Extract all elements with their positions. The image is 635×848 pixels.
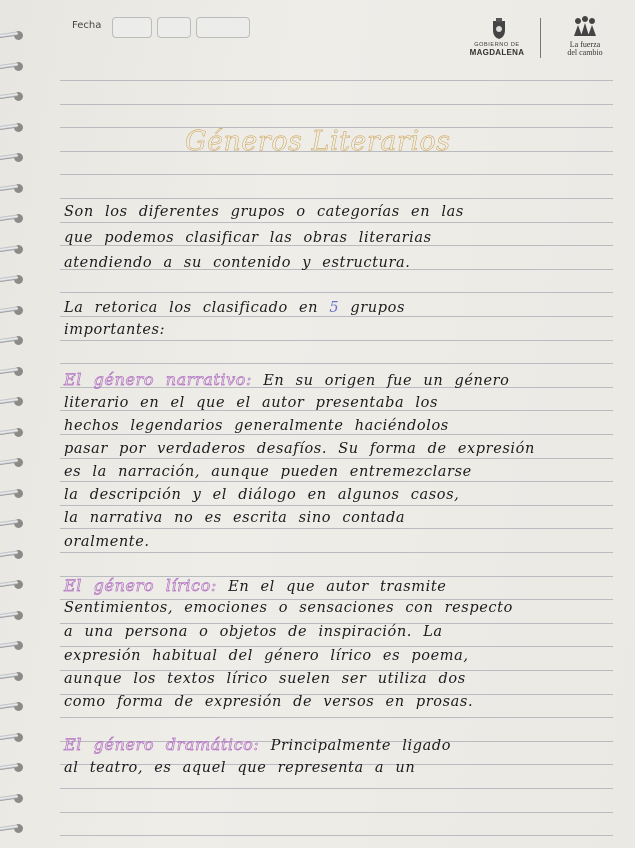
logo-right-bottom: del cambio — [567, 48, 603, 57]
lirico-first-line — [64, 576, 446, 595]
ruled-line — [60, 174, 613, 175]
spiral-ring — [0, 120, 26, 136]
number-five: 5 — [329, 300, 340, 316]
logo-right-top: La fuerza — [569, 40, 601, 49]
lirico-first-text: En el que autor trasmite — [228, 579, 447, 595]
spiral-ring — [0, 59, 26, 75]
crest-icon — [490, 18, 508, 40]
spiral-ring — [0, 333, 26, 349]
ruled-line — [60, 788, 613, 789]
spiral-ring — [0, 821, 26, 837]
ruled-line — [60, 222, 613, 223]
date-day-box — [112, 17, 152, 38]
spiral-ring — [0, 577, 26, 593]
ruled-line — [60, 198, 613, 199]
ruled-line — [60, 646, 613, 647]
logo-left-bottom: MAGDALENA — [469, 48, 525, 57]
ruled-line — [60, 481, 613, 482]
date-month-box — [157, 17, 191, 38]
spiral-ring — [0, 547, 26, 563]
spiral-ring — [0, 211, 26, 227]
spiral-ring — [0, 394, 26, 410]
retorica-text: La retorica los clasificado en — [64, 300, 319, 316]
narrativo-heading: El género narrativo: — [64, 370, 253, 389]
ruled-line — [60, 458, 613, 459]
retorica-line-2: importantes: — [64, 322, 166, 338]
ruled-line — [60, 316, 613, 317]
ruled-line — [60, 552, 613, 553]
lirico-line: a una persona o objetos de inspiración. La — [64, 624, 443, 640]
narrativo-line: es la narración, aunque pueden entremezclarse — [64, 464, 472, 480]
spiral-ring — [0, 242, 26, 258]
spiral-ring — [0, 150, 26, 166]
date-year-box — [196, 17, 250, 38]
spiral-ring — [0, 669, 26, 685]
narrativo-first-line — [64, 370, 510, 389]
logo-left-text — [462, 42, 532, 57]
narrativo-line: literario en el que el autor presentaba los — [64, 395, 439, 411]
spiral-ring — [0, 638, 26, 654]
retorica-text-end: grupos — [350, 300, 405, 316]
lirico-line: aunque los textos lírico suelen ser utiliza dos — [64, 671, 466, 687]
ruled-line — [60, 835, 613, 836]
intro-line: atendiendo a su contenido y estructura. — [64, 255, 411, 271]
narrativo-line: oralmente. — [64, 534, 150, 550]
narrativo-line: hechos legendarios generalmente haciéndolos — [64, 418, 449, 434]
lirico-line: Sentimientos, emociones o sensaciones con respecto — [64, 600, 513, 616]
ruled-line — [60, 80, 613, 81]
header-logo — [460, 14, 625, 64]
spiral-ring — [0, 364, 26, 380]
spiral-ring — [0, 791, 26, 807]
lirico-line: expresión habitual del género lírico es poema, — [64, 648, 469, 664]
page-title: Géneros Literarios — [185, 126, 451, 157]
spiral-ring — [0, 89, 26, 105]
narrativo-line: pasar por verdaderos desafíos. Su forma de expresión — [64, 441, 535, 457]
lirico-line: como forma de expresión de versos en prosas. — [64, 694, 474, 710]
intro-line: Son los diferentes grupos o categorías en las — [64, 204, 464, 220]
narrativo-line: la descripción y el diálogo en algunos casos, — [64, 487, 460, 503]
ruled-line — [60, 340, 613, 341]
narrativo-first-text: En su origen fue un género — [263, 373, 510, 389]
spiral-ring — [0, 608, 26, 624]
dramatico-first-text: Principalmente ligado — [270, 738, 452, 754]
spiral-ring — [0, 486, 26, 502]
spiral-ring — [0, 272, 26, 288]
spiral-ring — [0, 516, 26, 532]
spiral-ring — [0, 425, 26, 441]
lirico-heading: El género lírico: — [64, 576, 217, 595]
dramatico-line: al teatro, es aquel que representa a un — [64, 760, 416, 776]
ruled-line — [60, 717, 613, 718]
logo-left-top: GOBIERNO DE — [474, 42, 520, 48]
date-label: Fecha — [72, 20, 102, 31]
dramatico-heading: El género dramático: — [64, 735, 260, 754]
logo-right-text — [550, 41, 620, 57]
ruled-line — [60, 812, 613, 813]
logo-divider — [540, 18, 541, 58]
narrativo-line: la narrativa no es escrita sino contada — [64, 510, 406, 526]
spiral-ring — [0, 760, 26, 776]
dramatico-first-line — [64, 735, 451, 754]
spiral-ring — [0, 181, 26, 197]
ruled-line — [60, 528, 613, 529]
ruled-line — [60, 363, 613, 364]
ruled-line — [60, 104, 613, 105]
intro-line: que podemos clasificar las obras literarias — [64, 230, 432, 246]
spiral-ring — [0, 455, 26, 471]
ruled-line — [60, 505, 613, 506]
ruled-line — [60, 434, 613, 435]
ruled-line — [60, 292, 613, 293]
people-emblem-icon — [572, 16, 598, 40]
spiral-ring — [0, 730, 26, 746]
spiral-ring — [0, 28, 26, 44]
spiral-ring — [0, 303, 26, 319]
retorica-line — [64, 300, 405, 316]
spiral-ring — [0, 699, 26, 715]
